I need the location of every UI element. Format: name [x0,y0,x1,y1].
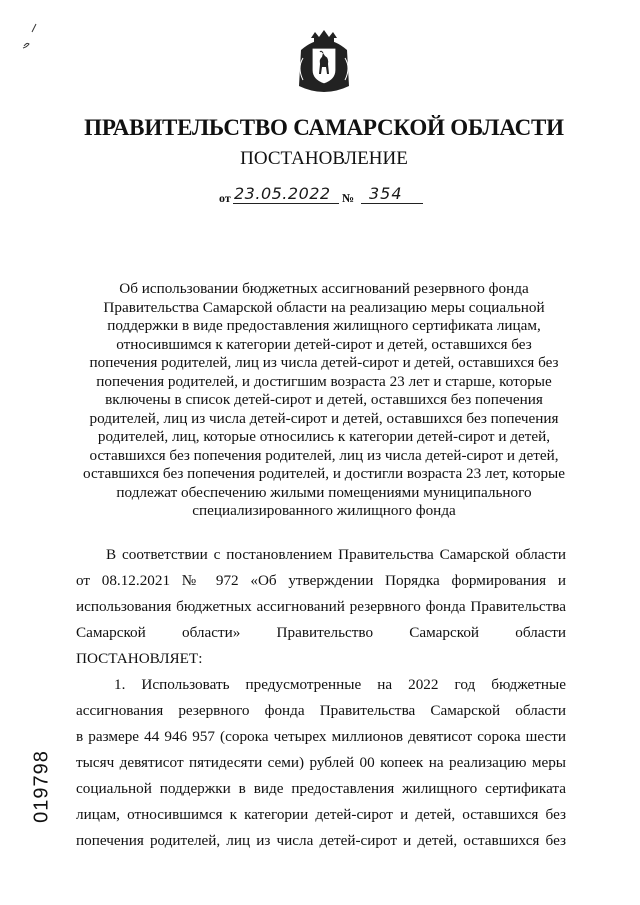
samara-coat-of-arms-icon [293,28,355,96]
body-line-decree: ПОСТАНОВЛЯЕТ: [76,650,203,667]
number-underline [361,203,423,204]
body-line: от 08.12.2021 № 972 «Об утверждении Порядка формирования и [76,572,566,589]
registration-code-text: 019798 [30,750,53,823]
handwritten-number: 354 [369,184,403,203]
date-label: от [219,191,231,205]
registration-code [25,745,55,835]
document-subject [60,280,588,521]
subject-line: Правительства Самарской области на реализацию меры социальной [103,298,545,316]
body-line: попечения родителей, лиц из числа детей-сирот и детей, оставшихся без [76,832,566,849]
body-line: В соответствии с постановлением Правительства Самарской области [106,546,566,563]
date-underline [233,203,339,204]
subject-line: специализированного жилищного фонда [192,502,456,519]
body-line: в размере 44 946 957 (сорока четырех миллионов девятисот сорока шести [76,728,566,745]
date-number-line [219,184,449,208]
subject-line: оставшихся без попечения родителей, и достигли возраста 23 лет, которые [82,465,565,482]
subject-line: поддержки в виде предоставления жилищного сертификата лицам, [107,317,541,334]
subject-line: оставшихся без попечения родителей, лиц из числа детей-сирот и детей, [89,446,559,464]
subject-line: родителей, лиц, которые относились к категории детей-сирот и детей, [97,428,551,445]
number-label: № [342,191,355,205]
subject-line: попечения родителей, и достигшим возраста 23 лет и старше, которые [96,372,552,390]
body-line: ассигнования резервного фонда Правительства Самарской области [76,702,566,719]
subject-line: родителей, лиц из числа детей-сирот и детей, оставшихся без попечения [89,409,559,427]
body-line: Самарской области» Правительство Самарской области [76,624,566,641]
body-line: использования бюджетных ассигнований резервного фонда Правительства [76,598,566,615]
handwritten-date: 23.05.2022 [234,184,331,203]
subject-line: попечения родителей, лиц из числа детей-сирот и детей, оставшихся без [89,354,559,371]
government-title: ПРАВИТЕЛЬСТВО САМАРСКОЙ ОБЛАСТИ [84,115,564,140]
subject-line: включены в список детей-сирот и детей, оставшихся без попечения [105,391,543,408]
subject-line: относившимся к категории детей-сирот и детей, оставшихся без [116,335,532,353]
body-line: тысяч девятисот пятидесяти семи) рублей 00 копеек на реализацию меры [76,754,566,771]
document-body [76,542,566,854]
subject-line: Об использовании бюджетных ассигнований резервного фонда [119,280,529,297]
body-line: лицам, относившимся к категории детей-сирот и детей, оставшихся без [76,806,566,823]
document-type: ПОСТАНОВЛЕНИЕ [240,148,408,169]
handwritten-mark-icon [14,20,40,60]
subject-line: подлежат обеспечению жилыми помещениями муниципального [116,483,532,501]
body-line: 1. Использовать предусмотренные на 2022 год бюджетные [114,676,566,693]
body-line: социальной поддержки в виде предоставления жилищного сертификата [76,780,566,797]
